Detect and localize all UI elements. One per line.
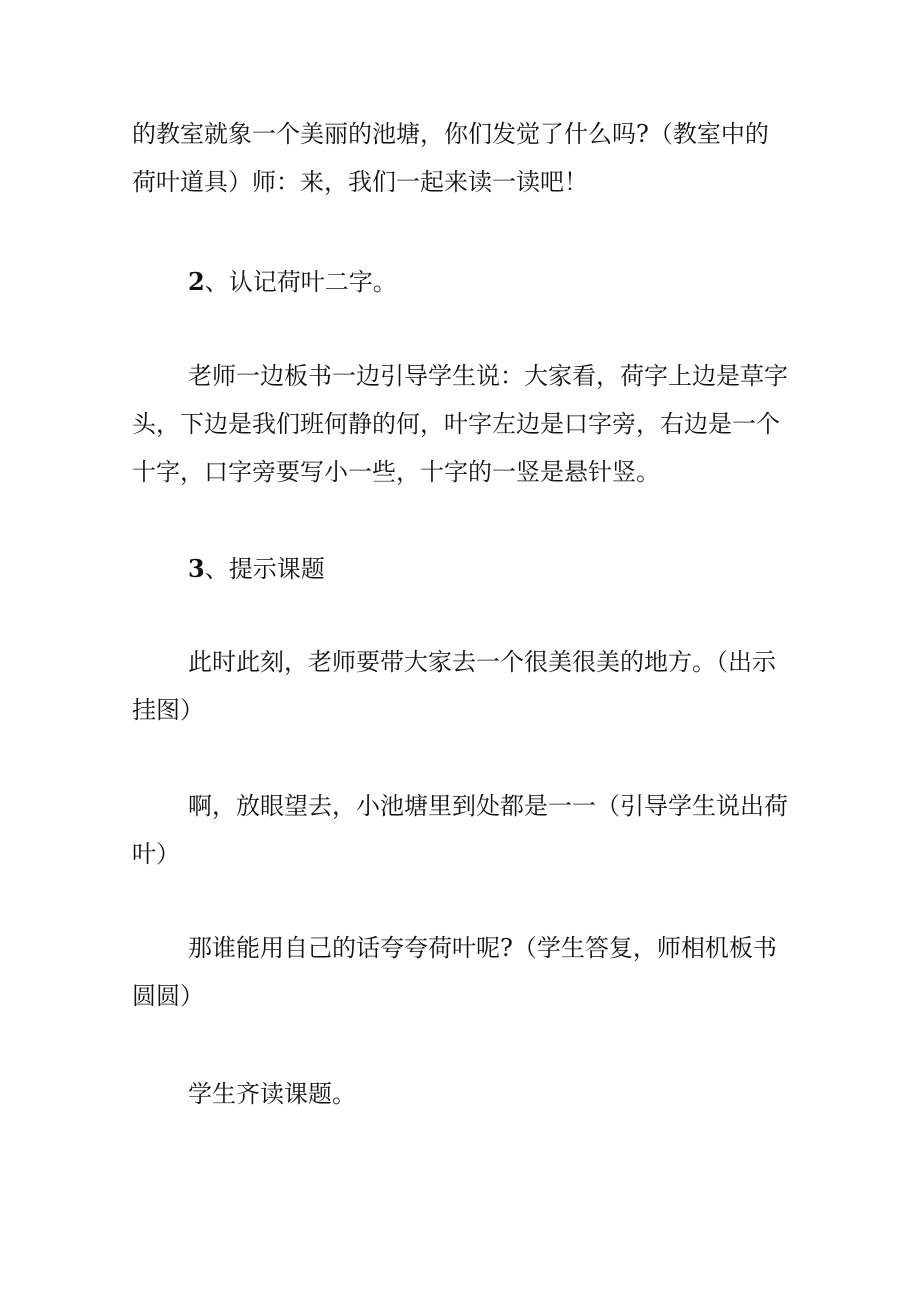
section-title: 、认记荷叶二字。 — [204, 268, 397, 296]
section-number: 3 — [188, 554, 205, 583]
paragraph-classroom-pond: 的教室就象一个美丽的池塘，你们发觉了什么吗?（教室中的荷叶道具）师：来，我们一起来读一读吧！ — [132, 120, 769, 196]
paragraph-look-pond: 啊，放眼望去，小池塘里到处都是一一（引导学生说出荷叶） — [132, 792, 788, 868]
paragraph-character-explanation: 老师一边板书一边引导学生说：大家看，荷字上边是草字头，下边是我们班何静的何，叶字左边是口字旁，右边是一个十字，口字旁要写小一些，十字的一竖是悬针竖。 — [132, 362, 788, 486]
section-heading-2 — [188, 258, 397, 306]
section-title: 、提示课题 — [204, 555, 325, 583]
section-number: 2 — [188, 267, 205, 296]
paragraph-read-title: 学生齐读课题。 — [188, 1080, 356, 1108]
section-heading-3 — [188, 545, 325, 593]
paragraph-show-picture: 此时此刻，老师要带大家去一个很美很美的地方。（出示挂图） — [132, 648, 776, 724]
paragraph-praise-lotus: 那谁能用自己的话夸夸荷叶呢?（学生答复，师相机板书圆圆） — [132, 934, 777, 1010]
